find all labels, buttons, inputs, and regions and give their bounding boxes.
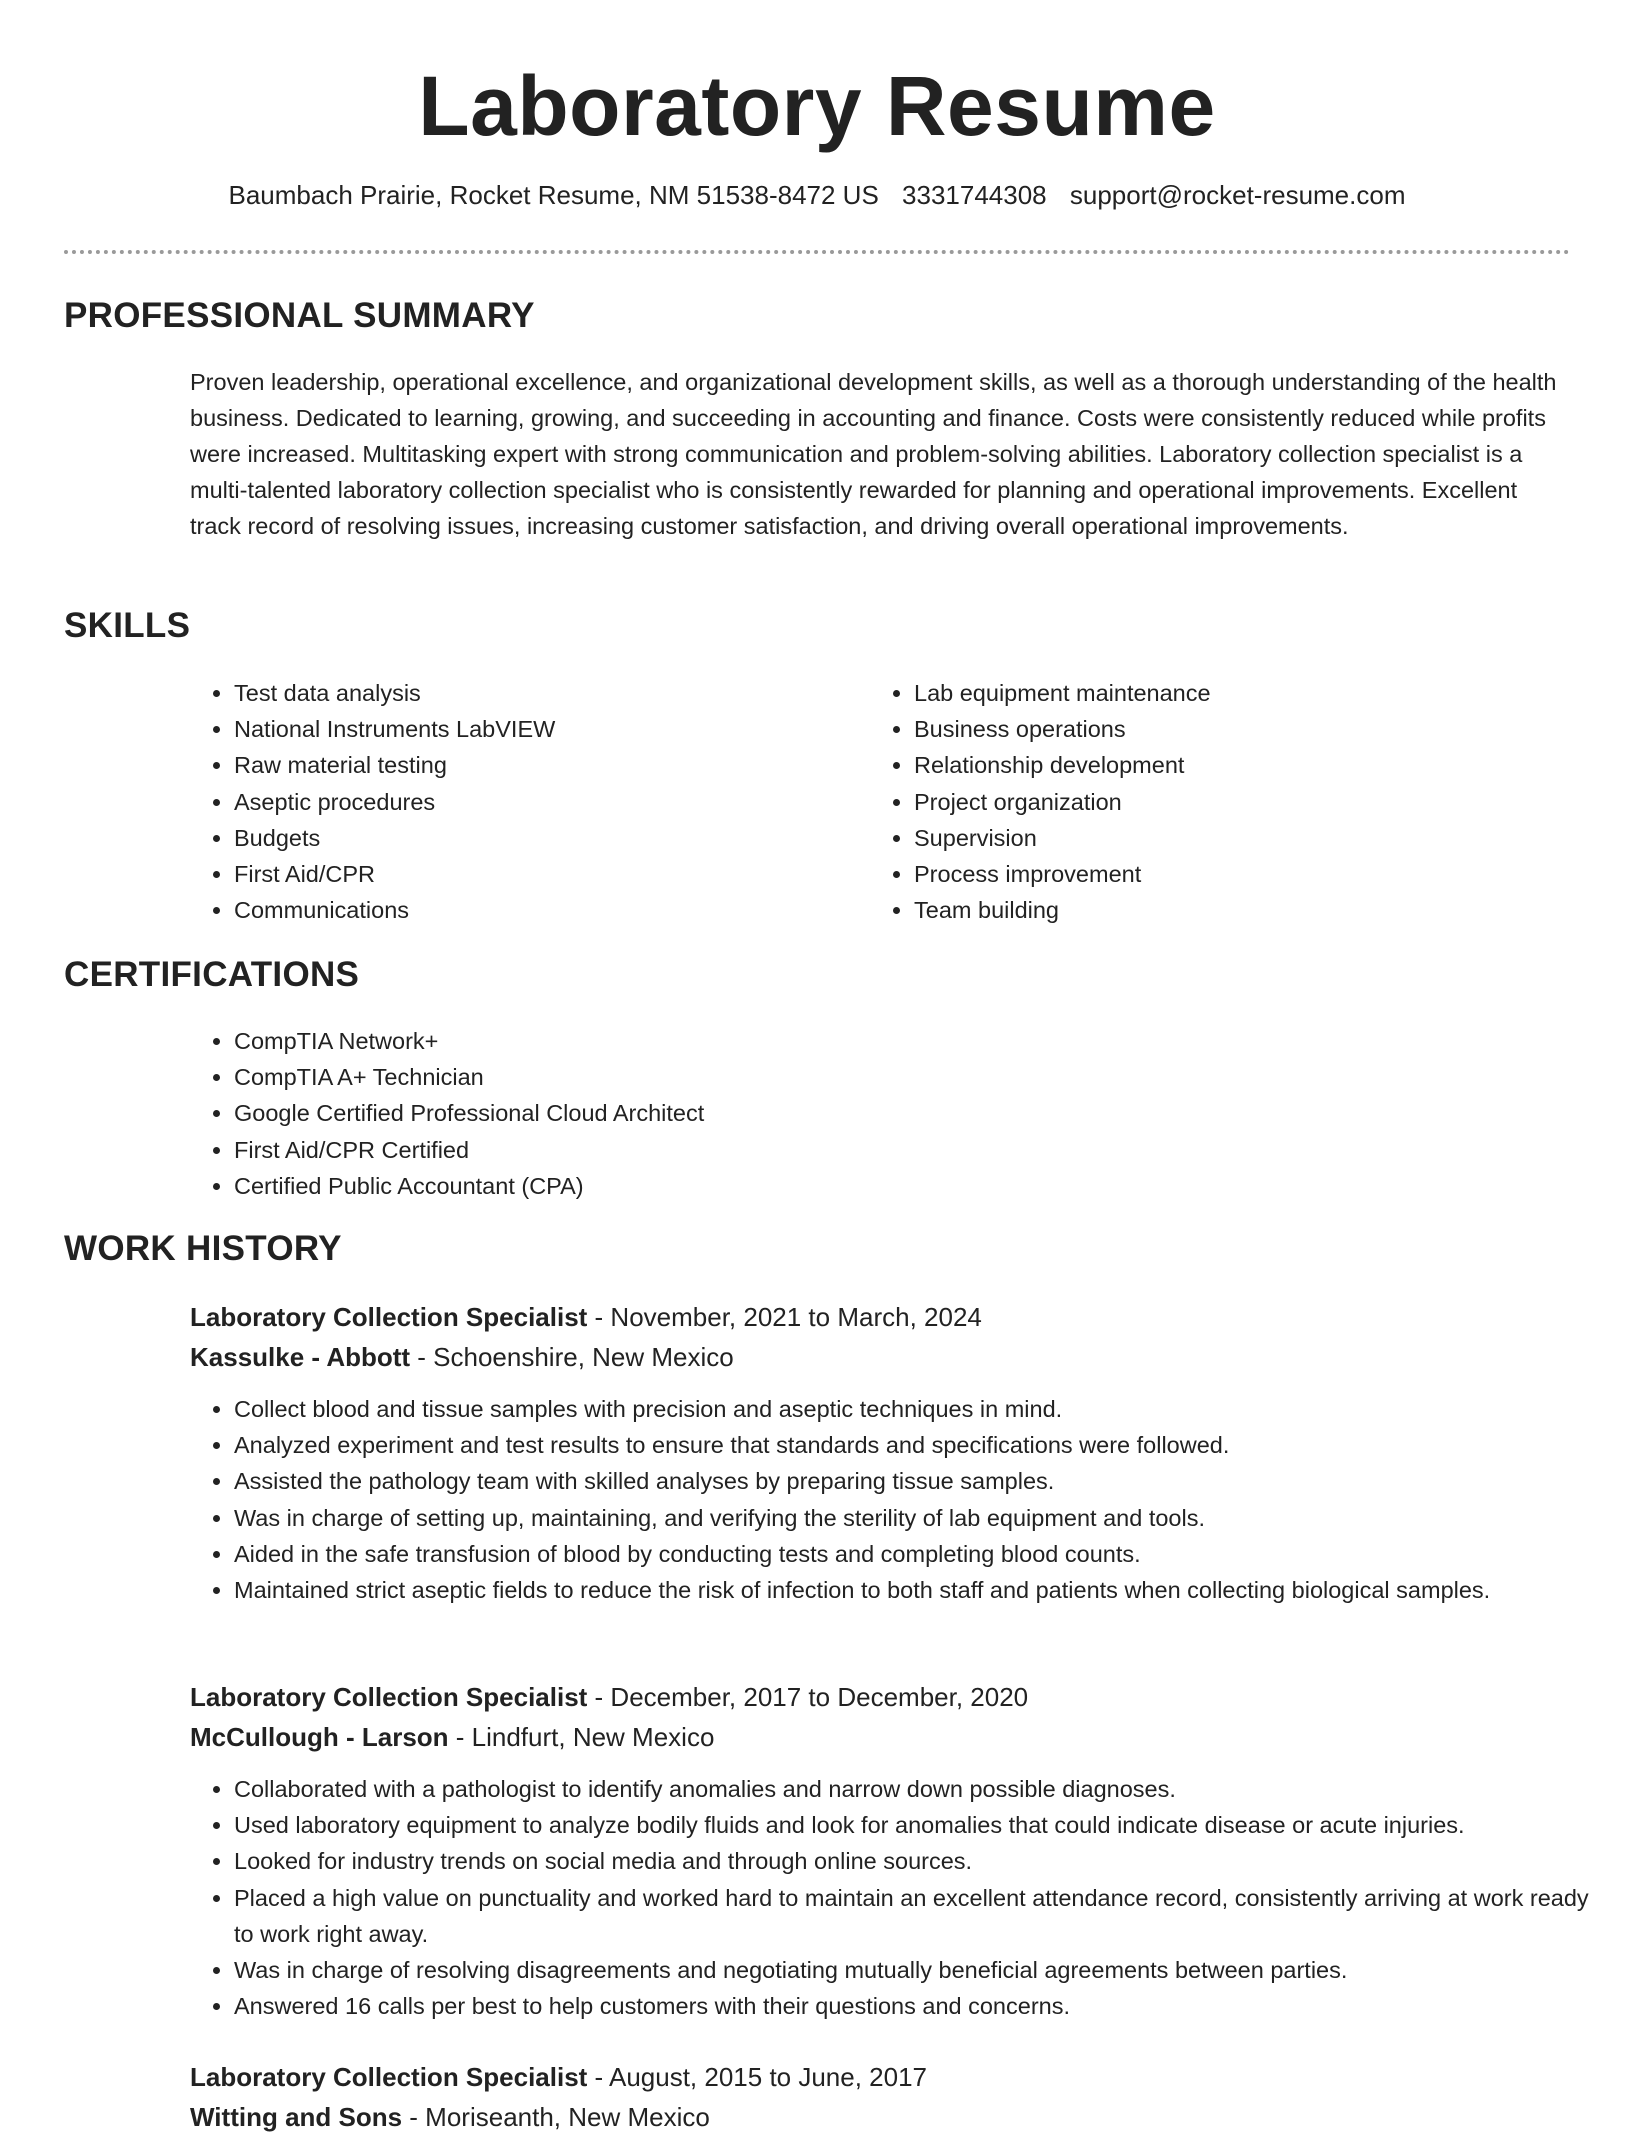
job-location: - Lindfurt, New Mexico — [448, 1722, 715, 1752]
job-location: - Schoenshire, New Mexico — [410, 1342, 734, 1372]
list-item: • Analyzed experiment and test results to ensure that standards and specifications were followed. — [234, 1427, 1614, 1463]
list-item: • Aided in the safe transfusion of blood by conducting tests and completing blood counts. — [234, 1536, 1614, 1572]
list-item: • Was in charge of resolving disagreements and negotiating mutually beneficial agreements between parties. — [234, 1952, 1614, 1988]
skills-list-right — [870, 675, 1554, 928]
job-dates: - December, 2017 to December, 2020 — [587, 1682, 1029, 1712]
list-item: • Supervision — [914, 820, 1554, 856]
work-history-heading: WORK HISTORY — [64, 1229, 342, 1268]
job-company: Witting and Sons — [190, 2102, 403, 2132]
certifications-heading: CERTIFICATIONS — [64, 955, 360, 994]
job-bullets — [190, 1771, 1614, 2024]
list-item: • Process improvement — [914, 856, 1554, 892]
job-bullets — [190, 1391, 1614, 1608]
skills-heading: SKILLS — [64, 606, 191, 645]
list-item: • Lab equipment maintenance — [914, 675, 1554, 711]
list-item: • Maintained strict aseptic fields to reduce the risk of infection to both staff and patients when collecting biological samples. — [234, 1572, 1614, 1608]
list-item: • First Aid/CPR Certified — [234, 1132, 1614, 1168]
list-item: • Collect blood and tissue samples with precision and aseptic techniques in mind. — [234, 1391, 1614, 1427]
list-item: • First Aid/CPR — [234, 856, 874, 892]
list-item: • Budgets — [234, 820, 874, 856]
contact-email: support@rocket-resume.com — [1069, 180, 1406, 210]
list-item: • Raw material testing — [234, 747, 874, 783]
contact-phone: 3331744308 — [902, 180, 1047, 210]
contact-line — [64, 178, 1570, 212]
list-item: • Communications — [234, 892, 874, 928]
job-dates: - November, 2021 to March, 2024 — [587, 1302, 982, 1332]
page-title: Laboratory Resume — [418, 59, 1216, 153]
list-item: • Was in charge of setting up, maintaining, and verifying the sterility of lab equipment and tools. — [234, 1500, 1614, 1536]
list-item: • Collaborated with a pathologist to identify anomalies and narrow down possible diagnoses. — [234, 1771, 1614, 1807]
list-item: • Used laboratory equipment to analyze bodily fluids and look for anomalies that could indicate disease or acute injuries. — [234, 1807, 1614, 1843]
job-title-line — [190, 2057, 927, 2097]
job-company: Kassulke - Abbott — [190, 1342, 411, 1372]
list-item: • Certified Public Accountant (CPA) — [234, 1168, 1614, 1204]
resume-page — [64, 0, 1589, 2132]
job-company-line — [190, 1337, 734, 1377]
skills-list-left — [190, 675, 874, 928]
summary-heading: PROFESSIONAL SUMMARY — [64, 296, 535, 335]
job-dates: - August, 2015 to June, 2017 — [587, 2062, 928, 2092]
list-item: • Answered 16 calls per best to help customers with their questions and concerns. — [234, 1988, 1614, 2024]
list-item: • Business operations — [914, 711, 1554, 747]
job-title: Laboratory Collection Specialist — [190, 2062, 588, 2092]
job-company-line — [190, 2097, 710, 2137]
list-item: • National Instruments LabVIEW — [234, 711, 874, 747]
list-item: • CompTIA A+ Technician — [234, 1059, 1614, 1095]
list-item: • Placed a high value on punctuality and worked hard to maintain an excellent attendance record, consistently arriving at work ready to work right away. — [234, 1880, 1614, 1952]
certifications-list — [190, 1023, 1614, 1204]
list-item: • Assisted the pathology team with skilled analyses by preparing tissue samples. — [234, 1463, 1614, 1499]
list-item: • Looked for industry trends on social media and through online sources. — [234, 1843, 1614, 1879]
job-company: McCullough - Larson — [190, 1722, 449, 1752]
list-item: • Project organization — [914, 784, 1554, 820]
job-location: - Moriseanth, New Mexico — [402, 2102, 710, 2132]
job-title-line — [190, 1677, 1028, 1717]
list-item: • Aseptic procedures — [234, 784, 874, 820]
list-item: • Relationship development — [914, 747, 1554, 783]
list-item: • Google Certified Professional Cloud Architect — [234, 1095, 1614, 1131]
job-title-line — [190, 1297, 982, 1337]
summary-text: Proven leadership, operational excellence, and organizational development skills, as well as a thorough understanding of the health business. Dedicated to learning, growing, and succeeding in accounting and finance. Costs were consistently reduced while profits were increased. Multitasking expert with strong communication and problem-solving abilities. Laboratory collection specialist is a multi-talented laboratory collection specialist who is consistently rewarded for planning and operational improvements. Excellent track record of resolving issues, increasing customer satisfaction, and driving overall operational improvements. — [190, 369, 1557, 539]
list-item: • Team building — [914, 892, 1554, 928]
list-item: • CompTIA Network+ — [234, 1023, 1614, 1059]
job-company-line — [190, 1717, 714, 1757]
header-divider — [64, 250, 1570, 254]
contact-address: Baumbach Prairie, Rocket Resume, NM 51538-8472 US — [228, 180, 879, 210]
job-title: Laboratory Collection Specialist — [190, 1302, 588, 1332]
list-item: • Test data analysis — [234, 675, 874, 711]
job-title: Laboratory Collection Specialist — [190, 1682, 588, 1712]
